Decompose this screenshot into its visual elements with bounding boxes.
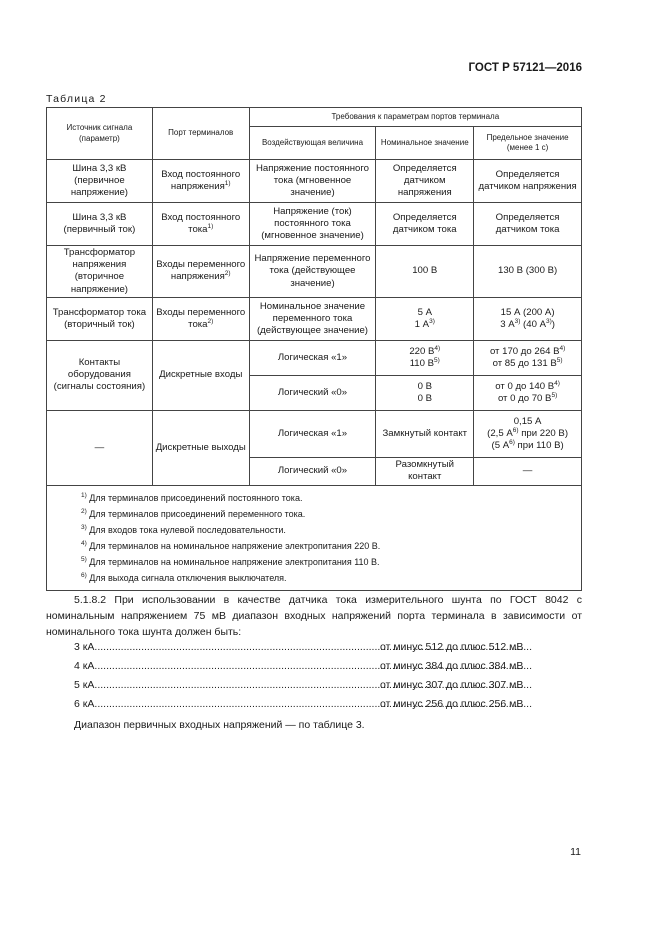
table-row <box>47 203 582 246</box>
range-label: 6 кА ..... <box>74 698 532 710</box>
table-row <box>47 410 582 457</box>
page-number: 11 <box>570 846 581 858</box>
requirements-table <box>46 107 582 591</box>
range-label: 4 кА ..... <box>74 660 532 672</box>
table-notes-row <box>47 485 582 590</box>
header-limit: Предельное значение (менее 1 с) <box>474 127 582 160</box>
cell-nominal: Замкнутый контакт <box>376 410 474 457</box>
cell-limit: 130 В (300 В) <box>474 246 582 298</box>
cell-limit: Определяется датчиком тока <box>474 203 582 246</box>
cell-quantity: Напряжение постоянного тока (мгновенное значение) <box>249 160 376 203</box>
cell-limit: 15 А (200 А) 3 $А^{3)}$ (40 $А^{3)}$) <box>474 297 582 340</box>
range-value: от минус 256 до плюс 256 мВ <box>380 698 524 710</box>
table-caption: Таблица 2 <box>46 93 107 105</box>
header-requirements: Требования к параметрам портов терминала <box>249 108 581 127</box>
header-quantity: Воздействующая величина <box>249 127 376 160</box>
cell-source: Трансформатор напряжения (вторичное напряжение) <box>47 246 153 298</box>
cell-source: Контакты оборудования (сигналы состояния) <box>47 340 153 410</box>
range-label: 3 кА ..... <box>74 641 532 653</box>
cell-limit: 0,15 А (2,5 $А^{6)}$ при 220 В) (5 $А^{6)}$ при 110 В) <box>474 410 582 457</box>
footnote: $^{3)}$ Для входов тока нулевой последовательности. <box>81 523 286 535</box>
cell-port: Дискретные выходы <box>152 410 249 485</box>
header-nominal: Номинальное значение <box>376 127 474 160</box>
footnote: $^{2)}$ Для терминалов присоединений переменного тока. <box>81 507 306 519</box>
cell-nominal: Разомкнутый контакт <box>376 457 474 485</box>
cell-quantity: Логическая «1» <box>249 410 376 457</box>
cell-port: Входы переменного тока$^{2)}$ <box>152 297 249 340</box>
cell-nominal: Определяется датчиком тока <box>376 203 474 246</box>
range-value: от минус 512 до плюс 512 мВ <box>380 641 524 653</box>
cell-limit: — <box>474 457 582 485</box>
table-header-row <box>47 108 582 127</box>
table-row <box>47 340 582 375</box>
cell-quantity: Напряжение переменного тока (действующее значение) <box>249 246 376 298</box>
cell-nominal: 220 $В^{4)}$ 110 $В^{5)}$ <box>376 340 474 375</box>
table-notes <box>47 485 582 590</box>
paragraph-5-1-8-2: 5.1.8.2 При использовании в качестве датчика тока измерительного шунта по ГОСТ 8042 с номинальным напряжением 75 мВ диапазон входных напряжений порта терминала в зависимости от номинального тока шунта должен быть: <box>46 594 582 638</box>
cell-port: Вход постоянного напряжения$^{1)}$ <box>152 160 249 203</box>
range-value: от минус 307 до плюс 307 мВ <box>380 679 524 691</box>
cell-quantity: Логический «0» <box>249 457 376 485</box>
cell-limit: от 170 до 264 $В^{4)}$ от 85 до 131 $В^{5)}$ <box>474 340 582 375</box>
cell-source: Шина 3,3 кВ (первичный ток) <box>47 203 153 246</box>
table-row <box>47 246 582 298</box>
footnote: $^{1)}$ Для терминалов присоединений постоянного тока. <box>81 491 303 503</box>
cell-quantity: Логический «0» <box>249 375 376 410</box>
cell-source: Трансформатор тока (вторичный ток) <box>47 297 153 340</box>
table-row <box>47 297 582 340</box>
cell-limit: от 0 до 140 $В^{4)}$ от 0 до 70 $В^{5)}$ <box>474 375 582 410</box>
cell-quantity: Номинальное значение переменного тока (действующее значение) <box>249 297 376 340</box>
document-header: ГОСТ Р 57121—2016 <box>468 62 582 74</box>
cell-port: Дискретные входы <box>152 340 249 410</box>
cell-quantity: Напряжение (ток) постоянного тока (мгновенное значение) <box>249 203 376 246</box>
cell-limit: Определяется датчиком напряжения <box>474 160 582 203</box>
cell-source: — <box>47 410 153 485</box>
cell-source: Шина 3,3 кВ (первичное напряжение) <box>47 160 153 203</box>
footnote: $^{4)}$ Для терминалов на номинальное напряжение электропитания 220 В. <box>81 539 381 551</box>
cell-nominal: 100 В <box>376 246 474 298</box>
cell-nominal: 0 В 0 В <box>376 375 474 410</box>
header-port: Порт терминалов <box>152 108 249 160</box>
cell-quantity: Логическая «1» <box>249 340 376 375</box>
cell-port: Входы переменного напряжения$^{2)}$ <box>152 246 249 298</box>
cell-port: Вход постоянного тока$^{1)}$ <box>152 203 249 246</box>
cell-nominal: 5 А 1 $А^{3)}$ <box>376 297 474 340</box>
final-line: Диапазон первичных входных напряжений — по таблице 3. <box>74 719 365 731</box>
footnote: $^{6)}$ Для выхода сигнала отключения выключателя. <box>81 571 287 583</box>
footnote: $^{5)}$ Для терминалов на номинальное напряжение электропитания 110 В. <box>81 555 380 567</box>
range-value: от минус 384 до плюс 384 мВ <box>380 660 524 672</box>
table-row <box>47 160 582 203</box>
range-label: 5 кА ..... <box>74 679 532 691</box>
header-source: Источник сигнала (параметр) <box>47 108 153 160</box>
cell-nominal: Определяется датчиком напряжения <box>376 160 474 203</box>
